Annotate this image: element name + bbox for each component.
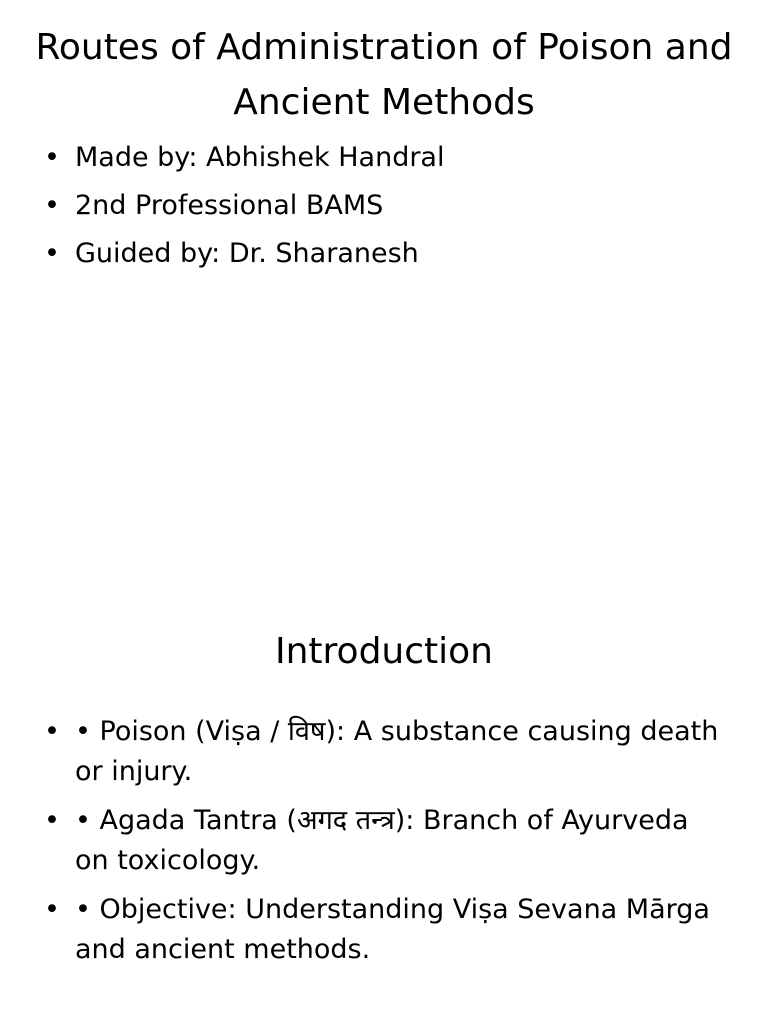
slide-title-heading: Routes of Administration of Poison and Ancient Methods — [35, 27, 733, 123]
slide-introduction-heading: Introduction — [274, 631, 493, 672]
bullet-item-guide: • Guided by: Dr. Sharanesh — [0, 234, 728, 274]
bullet-item-agada-tantra: • • Agada Tantra (अगद तन्त्र): Branch of Ayurveda on toxicology. — [0, 801, 728, 881]
bullet-item-objective: • • Objective: Understanding Viṣa Sevana Mārga and ancient methods. — [0, 890, 728, 970]
slide-introduction — [0, 512, 768, 1024]
bullet-item-poison-definition: • • Poison (Viṣa / विष): A substance causing death or injury. — [0, 712, 728, 792]
bullet-item-author: • Made by: Abhishek Handral — [0, 138, 728, 178]
bullet-item-course: • 2nd Professional BAMS — [0, 186, 728, 226]
slide-introduction-bullet-list — [0, 712, 728, 979]
slide-title-bullet-list — [0, 138, 728, 282]
